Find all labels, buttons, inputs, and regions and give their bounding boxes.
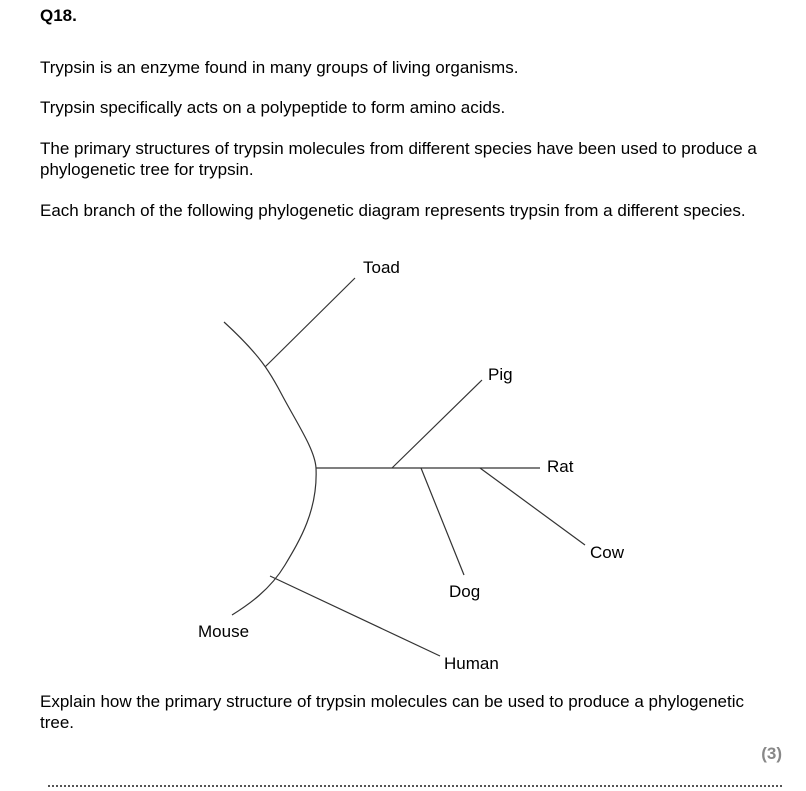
- marks-indicator: (3): [761, 744, 782, 763]
- label-rat: Rat: [547, 457, 574, 476]
- label-toad: Toad: [363, 258, 400, 277]
- question-prompt: Explain how the primary structure of trypsin molecules can be used to produce a phylogenetic tree.: [40, 692, 744, 732]
- intro-paragraph-3: The primary structures of trypsin molecules from different species have been used to produce a phylogenetic tree for trypsin.: [40, 139, 757, 179]
- question-number: Q18.: [40, 6, 77, 25]
- label-human: Human: [444, 654, 499, 673]
- branch-toad: [265, 278, 355, 367]
- branch-dog: [421, 468, 464, 575]
- intro-paragraph-2: Trypsin specifically acts on a polypeptide to form amino acids.: [40, 98, 506, 117]
- label-dog: Dog: [449, 582, 481, 601]
- intro-paragraph-1: Trypsin is an enzyme found in many groups of living organisms.: [40, 58, 519, 77]
- answer-line[interactable]: [48, 785, 782, 787]
- label-mouse: Mouse: [198, 622, 250, 641]
- branch-pig: [392, 380, 482, 468]
- branch-cow: [480, 468, 585, 545]
- intro-paragraph-4: Each branch of the following phylogenetic diagram represents trypsin from a different species.: [40, 201, 746, 220]
- label-cow: Cow: [590, 543, 625, 562]
- tree-main-curve: [224, 322, 316, 615]
- label-pig: Pig: [488, 365, 513, 384]
- branch-human: [270, 576, 440, 656]
